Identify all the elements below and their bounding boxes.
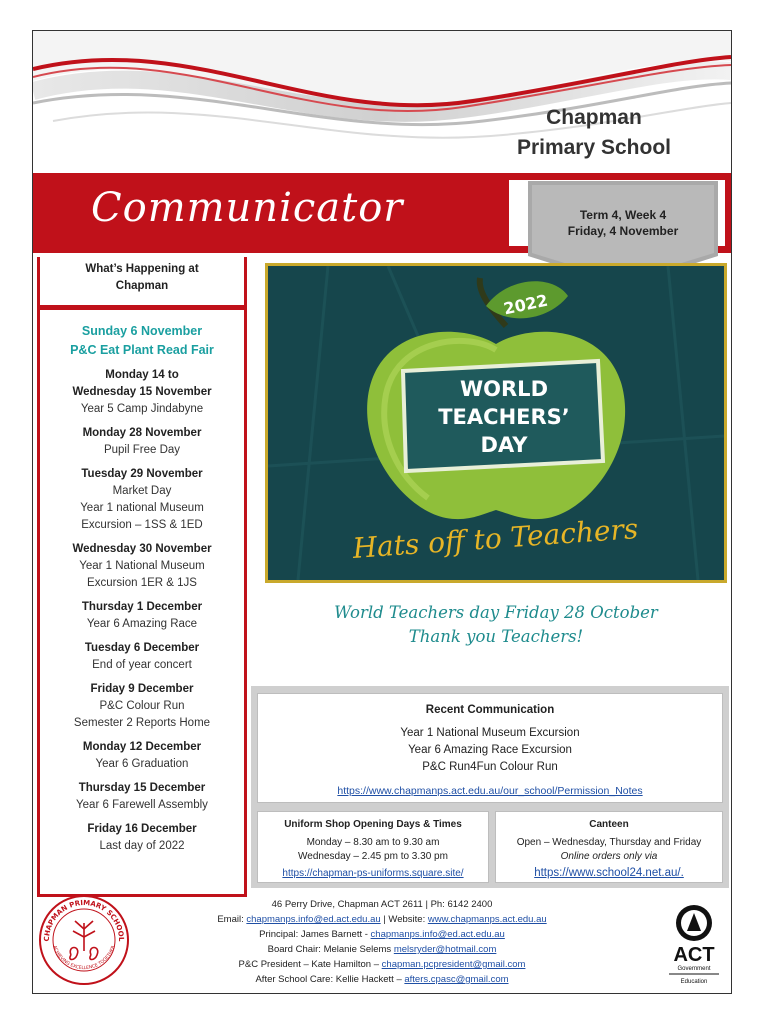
poster-artwork	[268, 266, 724, 580]
event-description: Market Day	[112, 485, 172, 497]
sidebar-event	[40, 367, 244, 418]
canteen-box	[495, 811, 723, 883]
recent-item: P&C Run4Fun Colour Run	[422, 761, 558, 773]
poster-tagline: Hats off to Teachers	[351, 512, 640, 565]
event-description: Year 5 Camp Jindabyne	[80, 403, 204, 415]
recent-communication-title: Recent Communication	[425, 704, 555, 716]
footer-pc-line: P&C President – Kate Hamilton – chapman.pcpresident@gmail.com	[238, 959, 526, 970]
teachers-day-poster	[265, 263, 727, 583]
issue-date: Friday, 4 November	[567, 224, 679, 238]
event-date: Thursday 15 December	[78, 782, 206, 794]
event-description: Year 6 Farewell Assembly	[76, 799, 208, 811]
canteen-link[interactable]: https://www.school24.net.au/.	[534, 867, 684, 879]
sidebar-event	[40, 425, 244, 459]
event-date: Monday 12 December	[82, 741, 202, 753]
school-address: 46 Perry Drive, Chapman ACT 2611 | Ph: 6142 2400	[271, 899, 493, 910]
term-week: Term 4, Week 4	[579, 208, 667, 222]
sidebar-event	[40, 466, 244, 534]
sidebar-event	[40, 681, 244, 732]
teachers-day-caption	[265, 601, 727, 649]
event-description: Semester 2 Reports Home	[73, 717, 211, 729]
event-list	[40, 367, 244, 855]
featured-event	[40, 322, 244, 360]
board-chair-email-link[interactable]: melsryder@hotmail.com	[393, 944, 497, 955]
pc-president-email-link[interactable]: chapman.pcpresident@gmail.com	[381, 959, 526, 970]
event-description: Excursion – 1SS & 1ED	[81, 519, 203, 531]
event-description: Last day of 2022	[99, 840, 185, 852]
uniform-shop-link[interactable]: https://chapman-ps-uniforms.square.site/	[282, 868, 464, 879]
event-description: End of year concert	[92, 659, 192, 671]
event-date: Friday 16 December	[87, 823, 197, 835]
event-date: Tuesday 6 December	[84, 642, 200, 654]
sidebar-event	[40, 821, 244, 855]
poster-year: 2022	[501, 290, 550, 319]
contact-footer	[33, 897, 731, 987]
school-name	[517, 103, 671, 163]
event-description: Excursion 1ER & 1JS	[87, 577, 197, 589]
principal-email-link[interactable]: chapmanps.info@ed.act.edu.au	[370, 929, 505, 940]
event-date: Thursday 1 December	[81, 601, 203, 613]
caption-line1: World Teachers day Friday 28 October	[334, 603, 658, 622]
term-info	[528, 207, 718, 239]
recent-item: Year 6 Amazing Race Excursion	[408, 744, 572, 756]
school-website-link[interactable]: www.chapmanps.act.edu.au	[427, 914, 547, 925]
sidebar-event	[40, 541, 244, 592]
caption-line2: Thank you Teachers!	[408, 627, 584, 646]
school-name-line2: Primary School	[516, 136, 671, 159]
svg-text:ACHIEVING EXCELLENCE TOGETHER: ACHIEVING EXCELLENCE TOGETHER	[51, 945, 117, 972]
sidebar-heading	[37, 257, 247, 308]
newsletter-page	[32, 30, 732, 994]
featured-event-date: Sunday 6 November	[81, 324, 203, 338]
event-date: Monday 28 November	[82, 427, 202, 439]
event-description: Pupil Free Day	[103, 444, 181, 456]
event-date: Friday 9 December	[90, 683, 194, 695]
sidebar-heading-line2: Chapman	[115, 280, 169, 292]
footer-email-line: Email: chapmanps.info@ed.act.edu.au | Website: www.chapmanps.act.edu.au	[217, 914, 547, 925]
after-school-care-email-link[interactable]: afters.cpasc@gmail.com	[404, 974, 509, 985]
uniform-shop-box	[257, 811, 489, 883]
event-description: Year 6 Graduation	[95, 758, 189, 770]
footer-board-line: Board Chair: Melanie Selems melsryder@hotmail.com	[267, 944, 497, 955]
uniform-shop-hours-wednesday: Wednesday – 2.45 pm to 3.30 pm	[298, 851, 448, 862]
sidebar-event	[40, 599, 244, 633]
uniform-shop-hours-monday: Monday – 8.30 am to 9.30 am	[306, 837, 440, 848]
svg-text:Education: Education	[680, 979, 708, 985]
event-description: Year 1 national Museum	[80, 502, 204, 514]
sidebar-event	[40, 739, 244, 773]
event-date: Wednesday 30 November	[72, 543, 212, 555]
event-date: Tuesday 29 November	[81, 468, 203, 480]
poster-line-day: DAY	[480, 433, 528, 457]
svg-text:ACT: ACT	[673, 944, 715, 966]
event-date: Monday 14 to	[105, 369, 179, 381]
poster-line-teachers: TEACHERS’	[438, 405, 570, 429]
poster-line-world: WORLD	[460, 377, 548, 401]
footer-asc-line: After School Care: Kellie Hackett – afters.cpasc@gmail.com	[255, 974, 509, 985]
svg-text:Government: Government	[677, 966, 711, 972]
recent-communication-box	[257, 693, 723, 803]
event-date-end: Wednesday 15 November	[72, 386, 212, 398]
events-sidebar	[37, 307, 247, 897]
act-government-logo	[665, 901, 723, 989]
canteen-online-note: Online orders only via	[560, 851, 658, 862]
canteen-title: Canteen	[589, 819, 629, 830]
uniform-shop-title: Uniform Shop Opening Days & Times	[284, 819, 462, 830]
school-name-line1: Chapman	[546, 106, 642, 129]
footer-principal-line: Principal: James Barnett - chapmanps.info@ed.act.edu.au	[259, 929, 505, 940]
event-description: P&C Colour Run	[99, 700, 185, 712]
permission-notes-link[interactable]: https://www.chapmanps.act.edu.au/our_school/Permission_Notes	[337, 785, 643, 797]
school-email-link[interactable]: chapmanps.info@ed.act.edu.au	[246, 914, 381, 925]
canteen-days: Open – Wednesday, Thursday and Friday	[516, 837, 702, 848]
sidebar-event	[40, 640, 244, 674]
event-description: Year 6 Amazing Race	[86, 618, 198, 630]
sidebar-heading-line1: What’s Happening at	[85, 263, 199, 275]
event-description: Year 1 National Museum	[79, 560, 205, 572]
svg-text:CHAPMAN PRIMARY SCHOOL: CHAPMAN PRIMARY SCHOOL	[42, 898, 126, 942]
sidebar-event	[40, 780, 244, 814]
recent-item: Year 1 National Museum Excursion	[400, 727, 580, 739]
featured-event-title: P&C Eat Plant Read Fair	[70, 343, 214, 357]
masthead-title: Communicator	[91, 185, 404, 231]
